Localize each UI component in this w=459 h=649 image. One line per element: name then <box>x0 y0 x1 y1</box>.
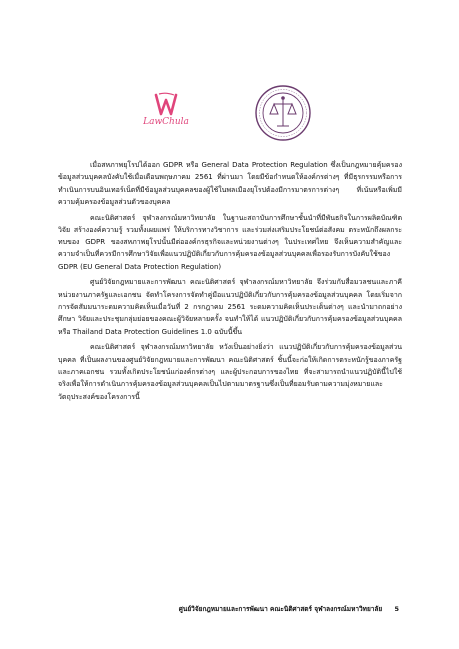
lawchula-logo <box>138 92 194 136</box>
lawchula-logo-text: LawChula <box>143 117 189 127</box>
w-monogram-icon <box>153 92 179 118</box>
body-text <box>58 159 402 406</box>
paragraph: เมื่อสหภาพยุโรปได้ออก GDPR หรือ General Data Protection Regulation ซึ่งเป็นกฎหมายคุ้มครองข้อมูลส่วนบุคคลบังคับใช้เมื่อเดือนพฤษภาคม 2561 ที่ผ่านมา โดยมีข้อกำหนดให้องค์กรต่างๆ ที่มีธุรกรรมหรือการทำเนินการบนอินเทอร์เน็ตที่มีข้อมูลส่วนบุคคลของผู้ใช้ในพลเมืองยุโรปต้องมีการมาตรการต่างๆ ที่เน้นหรือเพิ่มมีความคุ้มครองข้อมูลส่วนตัวของบุคคล <box>58 161 402 206</box>
paragraph: ศูนย์วิจัยกฎหมายและการพัฒนา คณะนิติศาสตร์ จุฬาลงกรณ์มหาวิทยาลัย จึงร่วมกับสื่อมวลชนและภาคีหน่วยงานภาครัฐและเอกชน จัดทำโครงการจัดทำคู่มือแนวปฏิบัติเกี่ยวกับการคุ้มครองข้อมูลส่วนบุคคล โดยเริ่มจากการจัดสัมมนาระดมความคิดเห็นเมื่อวันที่ 2 กรกฎาคม 2561 ระดมความคิดเห็นประเด็นต่างๆ และนำมาถกอย่างศึกษา วิจัยและประชุมกลุ่มย่อยของคณะผู้วิจัยหลายครั้ง จนทำให้ได้ แนวปฏิบัติเกี่ยวกับการคุ้มครองข้อมูลส่วนบุคคล หรือ Thailand Data Protection Guidelines 1.0 ฉบับนี้ขึ้น <box>58 278 402 336</box>
faculty-seal-icon <box>254 84 312 142</box>
page-footer <box>179 604 399 614</box>
footer-text: ศูนย์วิจัยกฎหมายและการพัฒนา คณะนิติศาสตร์ จุฬาลงกรณ์มหาวิทยาลัย <box>178 605 383 613</box>
page-number: 5 <box>394 605 399 613</box>
paragraph: คณะนิติศาสตร์ จุฬาลงกรณ์มหาวิทยาลัย หวังเป็นอย่างยิ่งว่า แนวปฏิบัติเกี่ยวกับการคุ้มครองข้อมูลส่วนบุคคล ที่เป็นผลงานของศูนย์วิจัยกฎหมายและการพัฒนา คณะนิติศาสตร์ ชิ้นนี้จะก่อให้เกิดการตระหนักรู้ของภาครัฐและภาคเอกชน รวมทั้งเกิดประโยชน์แก่องค์กรต่างๆ และผู้ประกอบการของไทย ที่จะสามารถนำแนวปฏิบัตินี้ไปใช้จริงเพื่อให้การดำเนินการคุ้มครองข้อมูลส่วนบุคคลเป็นไปตามมาตรฐานซึ่งเป็นที่ยอมรับตามความมุ่งหมายและวัตถุประสงค์ของโครงการนี้ <box>58 343 402 401</box>
paragraph: คณะนิติศาสตร์ จุฬาลงกรณ์มหาวิทยาลัย ในฐานะสถาบันการศึกษาชั้นนำที่มีพันธกิจในการผลิตบัณฑิต วิจัย สร้างองค์ความรู้ รวมทั้งเผยแพร่ ให้บริการทางวิชาการ และร่วมส่งเสริมประโยชน์ต่อสังคม ตระหนักถึงผลกระทบของ GDPR ของสหภาพยุโรปนั้นมีต่อองค์กรธุรกิจและหน่วยงานต่างๆ ในประเทศไทย จึงเห็นความสำคัญและความจำเป็นที่ควรมีการศึกษาวิจัยเพื่อแนวปฏิบัติเกี่ยวกับการคุ้มครองข้อมูลส่วนบุคคลเพื่อรองรับการบังคับใช้ของ GDPR (EU General Data Protection Regulation) <box>58 213 402 271</box>
